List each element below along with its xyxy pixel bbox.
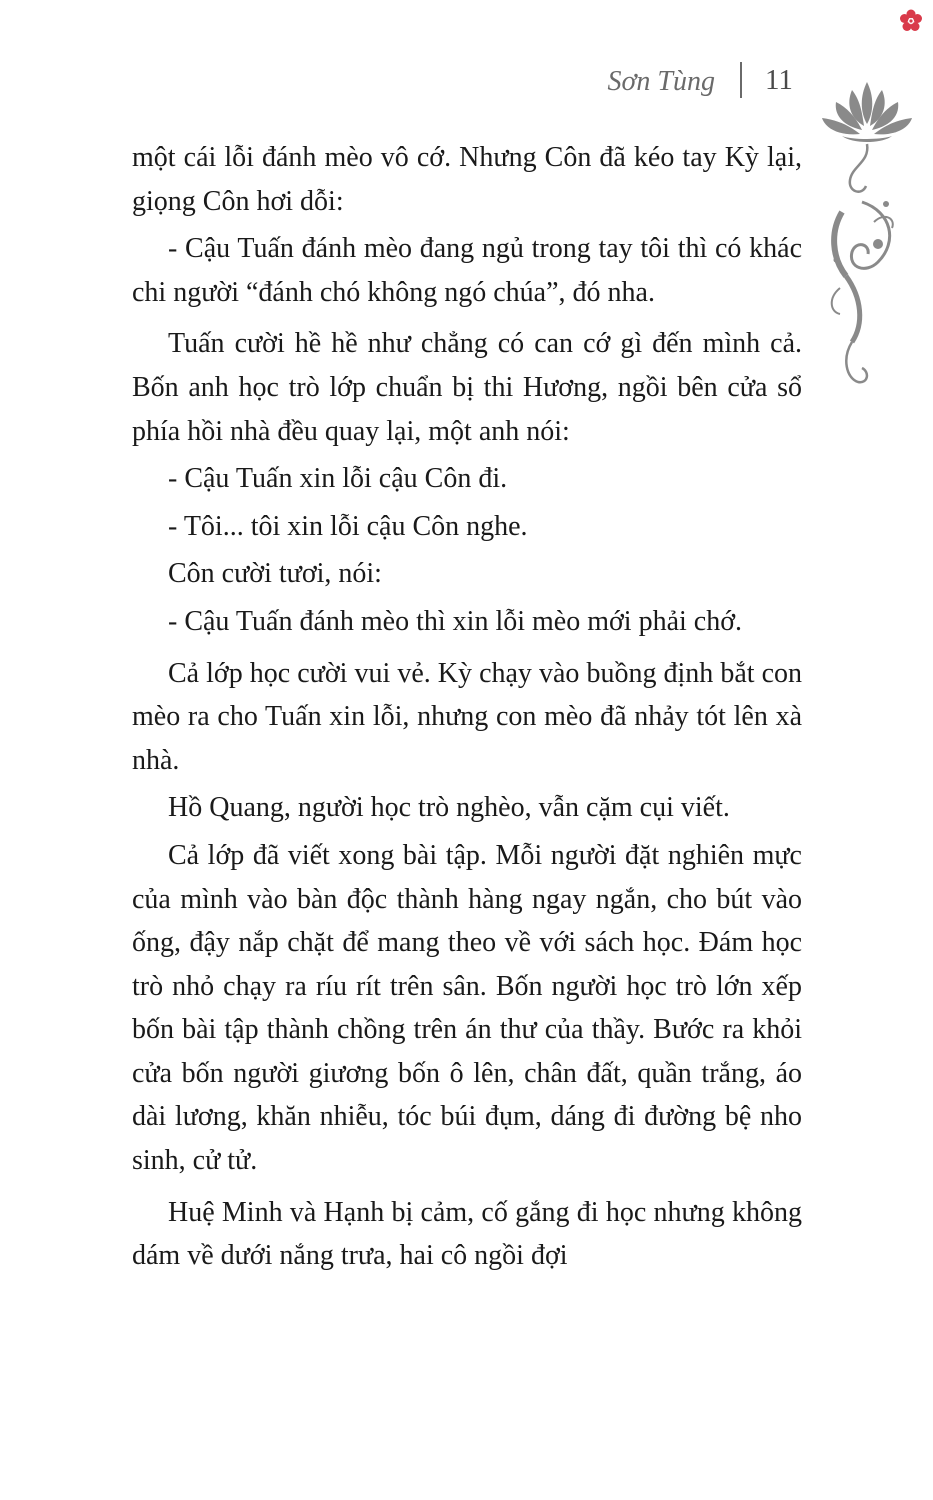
paragraph: Tuấn cười hề hề như chẳng có can cớ gì đến mình cả. Bốn anh học trò lớp chuẩn bị thi Hương, ngồi bên cửa sổ phía hồi nhà đều quay lại, một anh nói:: [132, 328, 802, 447]
paragraph: Cả lớp học cười vui vẻ. Kỳ chạy vào buồng định bắt con mèo ra cho Tuấn xin lỗi, nhưng con mèo đã nhảy tót lên xà nhà.: [132, 657, 802, 776]
page-number: 11: [765, 64, 793, 96]
header-divider: [740, 62, 742, 98]
flower-mark-icon: [898, 8, 924, 34]
dialogue-line: - Tôi... tôi xin lỗi cậu Côn nghe.: [168, 510, 528, 542]
dialogue-line: - Cậu Tuấn đánh mèo thì xin lỗi mèo mới phải chớ.: [168, 605, 743, 637]
dialogue-line: - Cậu Tuấn xin lỗi cậu Côn đi.: [168, 463, 508, 495]
paragraph: Huệ Minh và Hạnh bị cảm, cố gắng đi học nhưng không dám về dưới nắng trưa, hai cô ngồi đợi: [132, 1196, 802, 1272]
paragraph: Cả lớp đã viết xong bài tập. Mỗi người đặt nghiên mực của mình vào bàn độc thành hàng ngay ngắn, cho bút vào ống, đậy nắp chặt để mang theo về với sách học. Đám học trò nhỏ chạy ra ríu rít trên sân. Bốn người học trò lớn xếp bốn bài tập thành chồng trên án thư của thầy. Bước ra khỏi cửa bốn người giương bốn ô lên, chân đất, quần trắng, áo dài lương, khăn nhiễu, tóc búi đụm, dáng đi đường bệ nho sinh, cử tử.: [132, 839, 802, 1177]
header-author: Sơn Tùng: [607, 66, 715, 97]
paragraph: một cái lỗi đánh mèo vô cớ. Nhưng Côn đã kéo tay Kỳ lại, giọng Côn hơi dỗi:: [132, 142, 802, 217]
dialogue-line: - Cậu Tuấn đánh mèo đang ngủ trong tay tôi thì có khác chi người “đánh chó không ngó chúa”, đó nha.: [132, 233, 802, 308]
page-body: [132, 136, 802, 1278]
running-header: [560, 58, 810, 104]
lotus-flourish-icon: [812, 62, 922, 402]
paragraph: Côn cười tươi, nói:: [168, 558, 382, 590]
paragraph: Hồ Quang, người học trò nghèo, vẫn cặm cụi viết.: [168, 792, 730, 824]
